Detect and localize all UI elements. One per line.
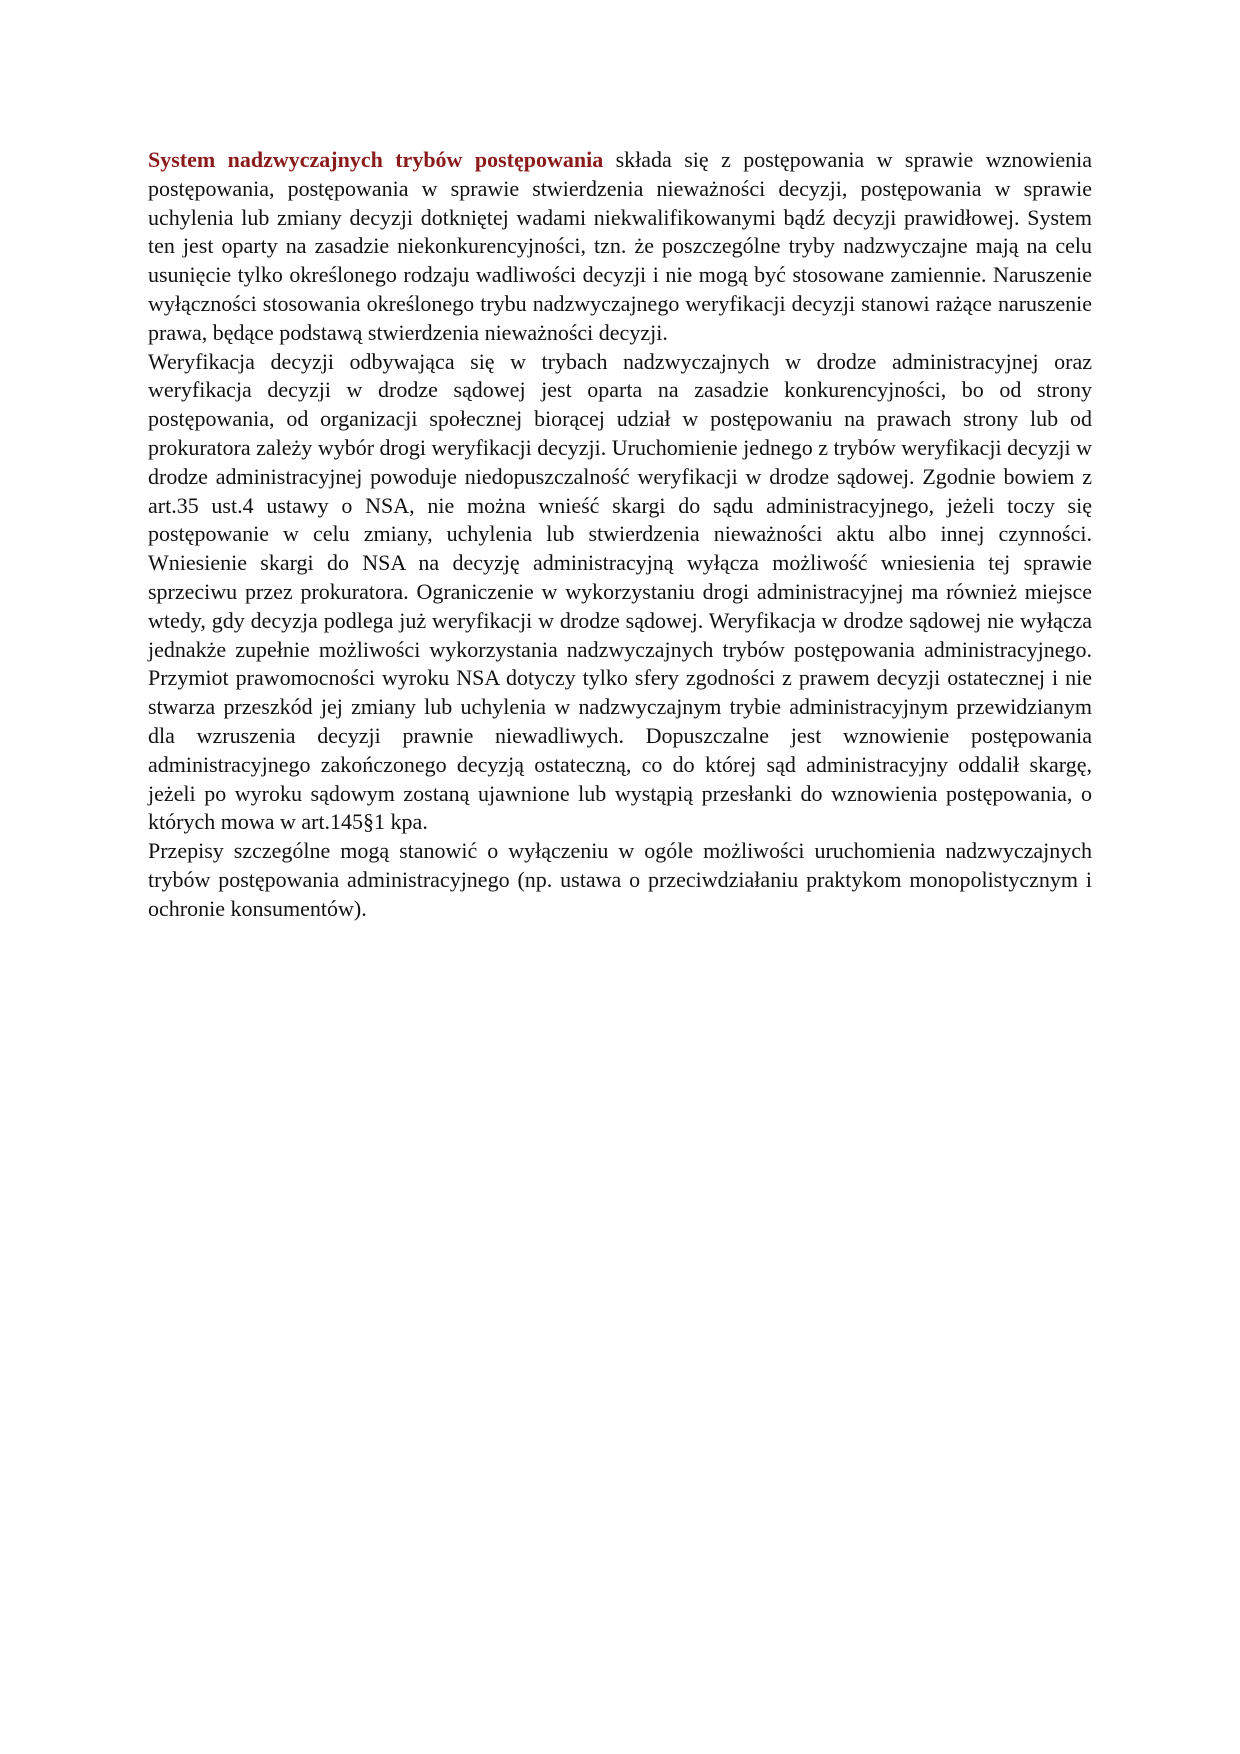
paragraph-system-overview (148, 146, 1092, 348)
highlighted-term: System nadzwyczajnych trybów postępowania (148, 147, 604, 172)
paragraph-text: Przepisy szczególne mogą stanowić o wyłączeniu w ogóle możliwości uruchomienia nadzwyczajnych trybów postępowania administracyjnego (np. ustawa o przeciwdziałaniu praktykom monopolistycznym i ochronie konsumentów). (148, 838, 1092, 921)
paragraph-special-provisions (148, 837, 1092, 923)
paragraph-text: składa się z postępowania w sprawie wznowienia postępowania, postępowania w sprawie stwierdzenia nieważności decyzji, postępowania w sprawie uchylenia lub zmiany decyzji dotkniętej wadami niekwalifikowanymi bądź decyzji prawidłowej. System ten jest oparty na zasadzie niekonkurencyjności, tzn. że poszczególne tryby nadzwyczajne mają na celu usunięcie tylko określonego rodzaju wadliwości decyzji i nie mogą być stosowane zamiennie. Naruszenie wyłączności stosowania określonego trybu nadzwyczajnego weryfikacji decyzji stanowi rażące naruszenie prawa, będące podstawą stwierdzenia nieważności decyzji. (148, 147, 1093, 345)
paragraph-verification (148, 348, 1092, 838)
paragraph-text: Weryfikacja decyzji odbywająca się w trybach nadzwyczajnych w drodze administracyjnej oraz weryfikacja decyzji w drodze sądowej jest oparta na zasadzie konkurencyjności, bo od strony postępowania, od organizacji społecznej biorącej udział w postępowaniu na prawach strony lub od prokuratora zależy wybór drogi weryfikacji decyzji. Uruchomienie jednego z trybów weryfikacji decyzji w drodze administracyjnej powoduje niedopuszczalność weryfikacji w drodze sądowej. Zgodnie bowiem z art.35 ust.4 ustawy o NSA, nie można wnieść skargi do sądu administracyjnego, jeżeli toczy się postępowanie w celu zmiany, uchylenia lub stwierdzenia nieważności aktu albo innej czynności. Wniesienie skargi do NSA na decyzję administracyjną wyłącza możliwość wniesienia tej sprawie sprzeciwu przez prokuratora. Ograniczenie w wykorzystaniu drogi administracyjnej ma również miejsce wtedy, gdy decyzja podlega już weryfikacji w drodze sądowej. Weryfikacja w drodze sądowej nie wyłącza jednakże zupełnie możliwości wykorzystania nadzwyczajnych trybów postępowania administracyjnego. Przymiot prawomocności wyroku NSA dotyczy tylko sfery zgodności z prawem decyzji ostatecznej i nie stwarza przeszkód jej zmiany lub uchylenia w nadzwyczajnym trybie administracyjnym przewidzianym dla wzruszenia decyzji prawnie niewadliwych. Dopuszczalne jest wznowienie postępowania administracyjnego zakończonego decyzją ostateczną, co do której sąd administracyjny oddalił skargę, jeżeli po wyroku sądowym zostaną ujawnione lub wystąpią przesłanki do wznowienia postępowania, o których mowa w art.145§1 kpa. (148, 348, 1092, 835)
document-body (148, 146, 1092, 924)
